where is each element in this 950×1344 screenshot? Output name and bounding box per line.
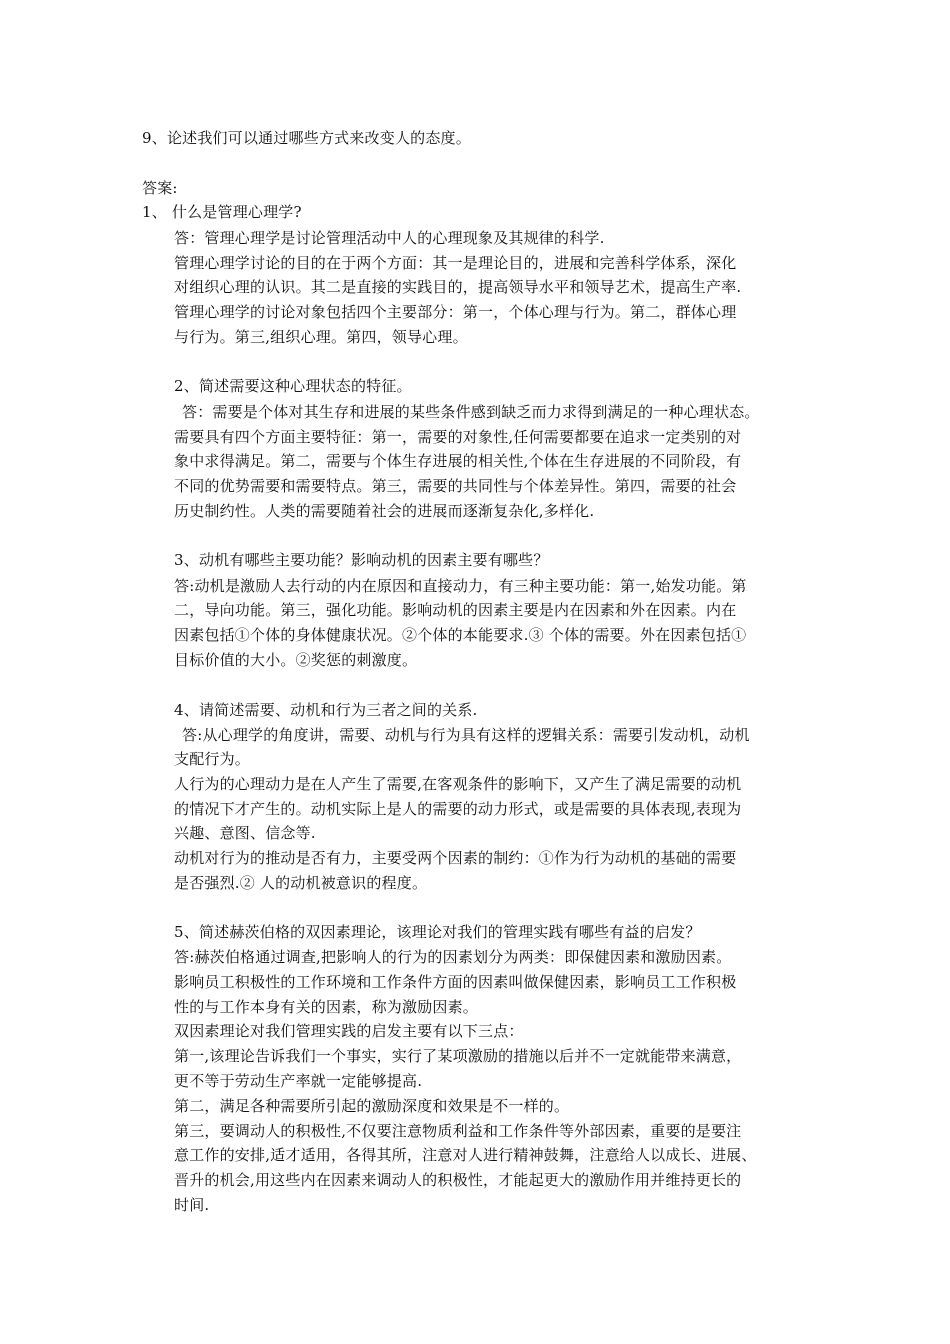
section-3-line: 答:动机是激励人去行动的内在原因和直接动力，有三种主要功能：第一,始发功能。第: [174, 577, 747, 595]
section-5-line: 影响员工积极性的工作环境和工作条件方面的因素叫做保健因素，影响员工工作积极: [174, 973, 737, 991]
section-1-line: 管理心理学讨论的目的在于两个方面：其一是理论目的，进展和完善科学体系，深化: [174, 254, 737, 272]
section-5-line: 第二，满足各种需要所引起的激励深度和效果是不一样的。: [174, 1097, 570, 1115]
section-4-heading: 4、请简述需要、动机和行为三者之间的关系.: [174, 701, 478, 719]
section-5-line: 时间.: [174, 1196, 210, 1214]
section-5-line: 第一,该理论告诉我们一个事实，实行了某项激励的措施以后并不一定就能带来满意，: [174, 1047, 742, 1065]
section-4-line: 的情况下才产生的。动机实际上是人的需要的动力形式，或是需要的具体表现,表现为: [174, 800, 742, 818]
question-9: 9、论述我们可以通过哪些方式来改变人的态度。: [142, 129, 471, 147]
section-3-line: 二，导向功能。第三，强化功能。影响动机的因素主要是内在因素和外在因素。内在: [174, 601, 737, 619]
section-5-line: 性的与工作本身有关的因素，称为激励因素。: [174, 998, 479, 1016]
section-2-line: 需要具有四个方面主要特征：第一，需要的对象性,任何需要都要在追求一定类别的对: [174, 428, 742, 446]
section-2-line: 不同的优势需要和需要特点。第三，需要的共同性与个体差异性。第四，需要的社会: [174, 477, 737, 495]
section-4-line: 人行为的心理动力是在人产生了需要,在客观条件的影响下，又产生了满足需要的动机: [174, 775, 742, 793]
section-4-line: 支配行为。: [174, 750, 251, 768]
answers-label: 答案:: [142, 179, 178, 197]
section-1-heading: 1、 什么是管理心理学?: [142, 203, 302, 221]
section-5-line: 更不等于劳动生产率就一定能够提高.: [174, 1072, 423, 1090]
section-5-line: 答:赫茨伯格通过调查,把影响人的行为的因素划分为两类：即保健因素和激励因素。: [174, 948, 732, 966]
section-3-line: 因素包括①个体的身体健康状况。②个体的本能要求.③ 个体的需要。外在因素包括①: [174, 626, 747, 644]
section-5-heading: 5、简述赫茨伯格的双因素理论，该理论对我们的管理实践有哪些有益的启发？: [174, 923, 701, 941]
section-2-line: 答：需要是个体对其生存和进展的某些条件感到缺乏而力求得到满足的一种心理状态。: [182, 403, 760, 421]
section-5-line: 晋升的机会,用这些内在因素来调动人的积极性，才能起更大的激励作用并维持更长的: [174, 1171, 742, 1189]
section-2-line: 象中求得满足。第二，需要与个体生存进展的相关性,个体在生存进展的不同阶段，有: [174, 452, 742, 470]
section-2-line: 历史制约性。人类的需要随着社会的进展而逐渐复杂化,多样化.: [174, 502, 595, 520]
section-1-line: 对组织心理的认识。其二是直接的实践目的，提高领导水平和领导艺术，提高生产率.: [174, 278, 742, 296]
section-3-heading: 3、动机有哪些主要功能？影响动机的因素主要有哪些？: [174, 551, 549, 569]
section-1-line: 答：管理心理学是讨论管理活动中人的心理现象及其规律的科学.: [174, 229, 605, 247]
section-1-line: 与行为。第三,组织心理。第四，领导心理。: [174, 328, 468, 346]
section-3-line: 目标价值的大小。②奖惩的刺激度。: [174, 651, 418, 669]
section-2-heading: 2、简述需要这种心理状态的特征。: [174, 377, 412, 395]
section-5-line: 第三，要调动人的积极性,不仅要注意物质利益和工作条件等外部因素，重要的是要注: [174, 1122, 742, 1140]
section-1-line: 管理心理学的讨论对象包括四个主要部分：第一，个体心理与行为。第二，群体心理: [174, 303, 737, 321]
section-4-line: 是否强烈.② 人的动机被意识的程度。: [174, 874, 428, 892]
section-4-line: 答:从心理学的角度讲，需要、动机与行为具有这样的逻辑关系：需要引发动机，动机: [182, 726, 750, 744]
section-5-line: 双因素理论对我们管理实践的启发主要有以下三点：: [174, 1022, 524, 1040]
section-4-line: 动机对行为的推动是否有力，主要受两个因素的制约：①作为行为动机的基础的需要: [174, 849, 737, 867]
section-5-line: 意工作的安排,适才适用，各得其所，注意对人进行精神鼓舞，注意给人以成长、进展、: [174, 1146, 757, 1164]
section-4-line: 兴趣、意图、信念等.: [174, 824, 316, 842]
